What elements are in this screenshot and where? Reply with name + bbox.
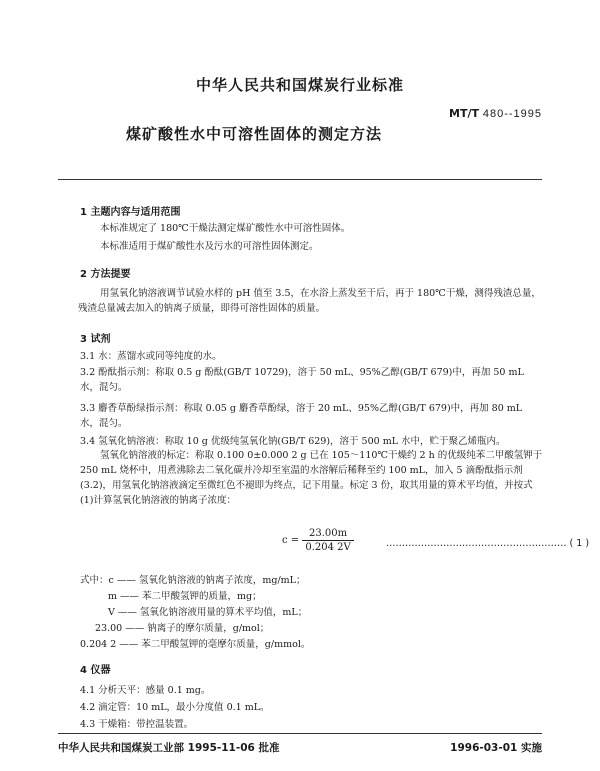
formula-lhs: c =	[282, 535, 300, 546]
formula-numerator: 23.00m	[302, 528, 353, 541]
approval-line: 中华人民共和国煤炭工业部 1995-11-06 批准	[58, 742, 280, 754]
implementation-date: 1996-03-01 实施	[450, 742, 542, 754]
formula-number: ( 1 )	[569, 538, 590, 549]
section-2-heading: 2 方法提要	[80, 269, 131, 280]
document-title: 煤矿酸性水中可溶性固体的测定方法	[126, 125, 383, 143]
footer-divider	[58, 733, 542, 734]
where-0204: 0.204 2 —— 苯二甲酸氢钾的毫摩尔质量，g/mmol。	[80, 639, 311, 650]
where-23: 23.00 —— 钠离子的摩尔质量，g/mol；	[95, 623, 270, 634]
header-divider	[58, 179, 542, 180]
reagent-3-3: 3.3 麝香草酚绿指示剂：称取 0.05 g 麝香草酚绿，溶于 20 mL、95%乙醇(GB/T 679)中，再加 80 mL 水，混匀。	[80, 403, 523, 429]
formula-1	[282, 528, 354, 553]
instrument-4-2: 4.2 滴定管：10 mL，最小分度值 0.1 mL。	[80, 702, 270, 713]
section-1-paragraph-1: 本标准规定了 180℃干燥法测定煤矿酸性水中可溶性固体。	[100, 223, 351, 234]
instrument-4-1: 4.1 分析天平：感量 0.1 mg。	[80, 685, 211, 696]
section-2-paragraph: 用氢氧化钠溶液调节试验水样的 pH 值至 3.5，在水浴上蒸发至干后，再于 180℃干燥，测得残渣总量，残渣总量减去加入的钠离子质量，即得可溶性固体的质量。	[78, 288, 541, 314]
standard-code: 480--1995	[482, 108, 542, 120]
reagent-3-1: 3.1 水：蒸馏水或同等纯度的水。	[80, 351, 222, 362]
reagent-3-4: 3.4 氢氧化钠溶液：称取 10 g 优级纯氢氧化钠(GB/T 629)，溶于 500 mL 水中，贮于聚乙烯瓶内。	[80, 436, 506, 447]
formula-fraction	[302, 528, 353, 553]
formula-denominator: 0.204 2V	[305, 542, 351, 553]
industry-standard-heading: 中华人民共和国煤炭行业标准	[195, 76, 404, 94]
reagent-3-2: 3.2 酚酞指示剂：称取 0.5 g 酚酞(GB/T 10729)，溶于 50 mL、95%乙醇(GB/T 679)中，再加 50 mL 水，混匀。	[80, 367, 524, 393]
section-4-heading: 4 仪器	[80, 665, 111, 676]
formula-leader-dots: …………………………………………………	[386, 538, 567, 549]
standard-prefix: MT/T	[449, 107, 479, 120]
instrument-4-3: 4.3 干燥箱：带控温装置。	[80, 719, 194, 730]
where-m: m —— 苯二甲酸氢钾的质量，mg；	[108, 591, 262, 602]
section-3-heading: 3 试剂	[80, 334, 111, 345]
formula-leader	[386, 538, 589, 549]
standard-number	[449, 107, 542, 120]
section-1-paragraph-2: 本标准适用于煤矿酸性水及污水的可溶性固体测定。	[100, 241, 319, 252]
where-v: V —— 氢氧化钠溶液用量的算术平均值，mL；	[108, 607, 308, 618]
where-c: 式中：c —— 氢氧化钠溶液的钠离子浓度，mg/mL；	[80, 575, 306, 586]
section-1-heading: 1 主题内容与适用范围	[80, 207, 181, 218]
calibration-paragraph: 氢氧化钠溶液的标定：称取 0.100 0±0.000 2 g 已在 105～110℃干燥约 2 h 的优级纯苯二甲酸氢钾于 250 mL 烧杯中，用煮沸除去二氧化碳并冷却至室温的水溶解后稀释至约 100 mL，加入 5 滴酚酞指示剂(3.2)，用氢氧化钠溶液滴定至微红色不褪即为终点，记下用量。标定 3 份，取其用量的算术平均值，并按式(1)计算氢氧化钠溶液的钠离子浓度：	[80, 450, 543, 506]
